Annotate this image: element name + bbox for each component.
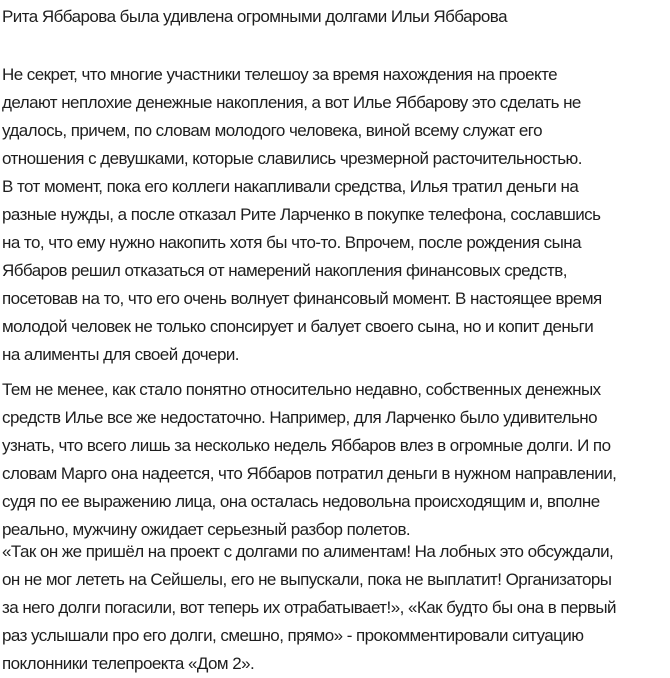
text-line: В тот момент, пока его коллеги накапливали средства, Илья тратил деньги на (2, 177, 579, 196)
text-line: узнать, что всего лишь за несколько недель Яббаров влез в огромные долги. И по (2, 436, 611, 455)
text-line: поклонники телепроекта «Дом 2». (2, 654, 255, 673)
text-line: судя по ее выражению лица, она осталась недовольна происходящим и, вполне (2, 492, 600, 511)
text-line: Яббаров решил отказаться от намерений накопления финансовых средств, (2, 261, 567, 280)
text-line: «Так он же пришёл на проект с долгами по алиментам! На лобных это обсуждали, (2, 542, 614, 561)
paragraph-4-quote (0, 538, 670, 678)
text-line: Тем не менее, как стало понятно относительно недавно, собственных денежных (2, 380, 601, 399)
text-line: раз услышали про его долги, смешно, прямо» - прокомментировали ситуацию (2, 626, 584, 645)
paragraph-2 (0, 173, 670, 369)
paragraph-1 (0, 61, 670, 173)
paragraph-3 (0, 376, 670, 544)
article-title: Рита Яббарова была удивлена огромными долгами Ильи Яббарова (2, 7, 507, 26)
text-line: удалось, причем, по словам молодого человека, виной всему служат его (2, 121, 542, 140)
text-line: на алименты для своей дочери. (2, 345, 239, 364)
text-line: реально, мужчину ожидает серьезный разбор полетов. (2, 520, 411, 539)
text-line: он не мог лететь на Сейшелы, его не выпускали, пока не выплатит! Организаторы (2, 570, 612, 589)
text-line: посетовав на то, что его очень волнует финансовый момент. В настоящее время (2, 289, 602, 308)
text-line: средств Илье все же недостаточно. Например, для Ларченко было удивительно (2, 408, 598, 427)
text-line: разные нужды, а после отказал Рите Ларченко в покупке телефона, сославшись (2, 205, 601, 224)
text-line: отношения с девушками, которые славились чрезмерной расточительностью. (2, 149, 582, 168)
text-line: за него долги погасили, вот теперь их отрабатывает!», «Как будто бы она в первый (2, 598, 616, 617)
text-line: словам Марго она надеется, что Яббаров потратил деньги в нужном направлении, (2, 464, 617, 483)
text-line: молодой человек не только спонсирует и балует своего сына, но и копит деньги (2, 317, 594, 336)
text-line: Не секрет, что многие участники телешоу за время нахождения на проекте (2, 65, 558, 84)
text-line: делают неплохие денежные накопления, а вот Илье Яббарову это сделать не (2, 93, 581, 112)
text-line: на то, что ему нужно накопить хотя бы что-то. Впрочем, после рождения сына (2, 233, 582, 252)
